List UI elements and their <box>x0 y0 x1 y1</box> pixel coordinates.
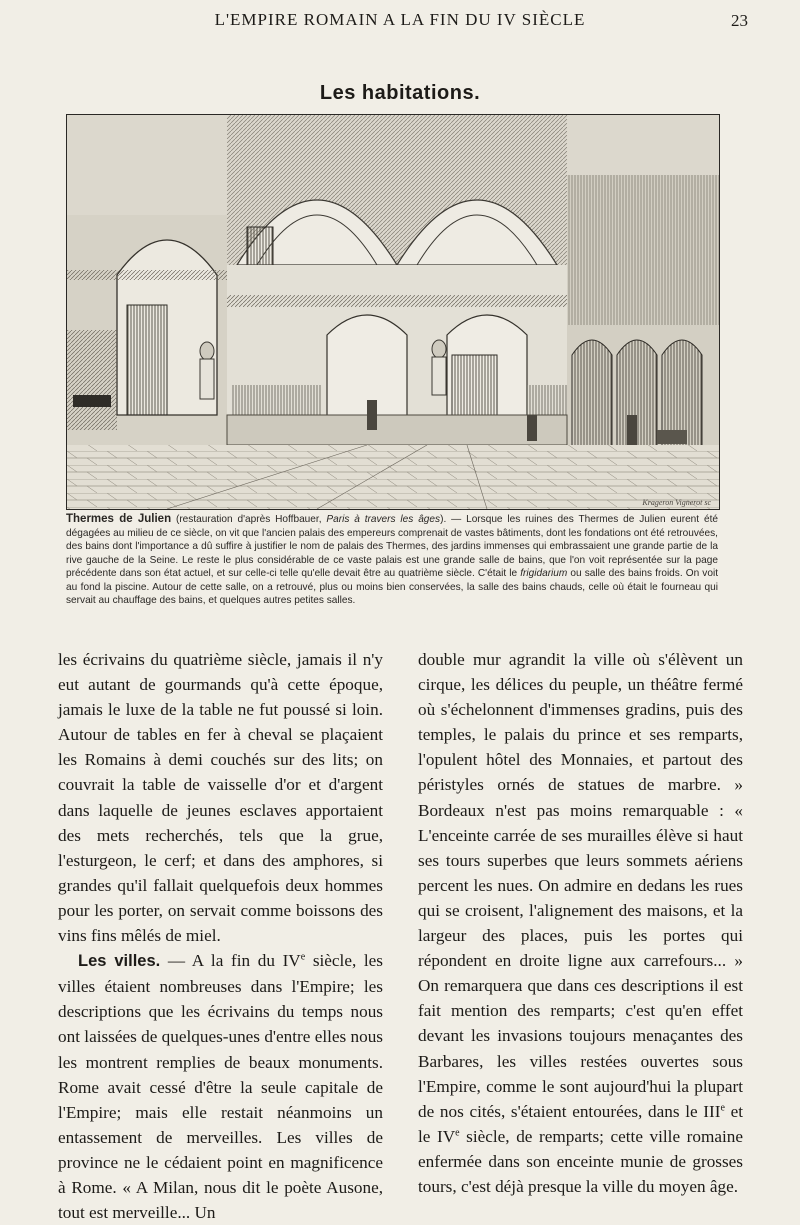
caption-text-3: ou salle des bains froids. On voit au fond la piscine. Autour de cette salle, on a retrouvé, plus ou moins bien conservées, la salle des bains chauds, celle où était le fourneau qui servait au chauffage des bains, et quelques autres petites salles. <box>66 568 719 606</box>
engraving-thermes-de-julien <box>66 114 720 510</box>
heading-les-villes: Les villes. <box>78 952 161 971</box>
page-number: 23 <box>731 11 748 30</box>
running-head <box>0 10 800 40</box>
caption-title: Thermes de Julien <box>66 513 172 525</box>
section-title: Les habitations. <box>319 82 481 104</box>
running-head-title: L'EMPIRE ROMAIN A LA FIN DU IV SIÈCLE <box>214 10 586 29</box>
paragraph-banquets: les écrivains du quatrième siècle, jamais il n'y eut autant de gourmands qu'à cette époque, jamais le luxe de la table ne fut poussé si loin. Autour de tables en fer à cheval se plaçaient les Romains à demi couchés sur des lits; on couvrait la table de vaisselle d'or et d'argent dans laquelle de jeunes esclaves apportaient des mets recherchés, tels que la grue, l'esturgeon, le cerf; et dans des amphores, si grandes qu'il fallait quelquefois deux hommes pour les porter, on servait comme boissons des vins fins mêlés de miel. <box>58 650 383 946</box>
engraving-drawing <box>67 115 719 509</box>
paragraph-les-villes: Les villes. — A la fin du IVe siècle, les villes étaient nombreuses dans l'Empire; les descriptions que les écrivains du temps nous ont laissées de quelques-unes d'entre elles nous les montrent remplies de beaux monuments. Rome avait cessé d'être la seule capitale de l'Empire; mais elle restait néanmoins un entassement de merveilles. Les villes de province ne le cédaient point en magnificence à Rome. « A Milan, nous dit le poète Ausone, tout est merveille... Un <box>58 951 383 1223</box>
caption-frigidarium: frigidarium <box>520 568 568 579</box>
text-column-left <box>58 647 383 1225</box>
caption-text-2: ). — Lorsque les ruines des Thermes de Julien eurent été dégagées au milieu de ce siècle, on vit que l'ancien palais des empereurs comprenait de vastes bâtiments, dont les fondations ont été retrouvées, des bains dont l'importance a dû suffire à justifier le nom de palais des Thermes, des jardins immenses qui embrassaient une grande partie de la rive gauche de la Seine. Le reste le plus considérable de ce vaste palais est une grande salle de bains, que l'on voit représentée sur la page précédente dans son état actuel, et sur celle-ci telle qu'elle devait être au quatrième siècle. C'était le <box>66 514 718 579</box>
figure-caption <box>66 513 718 608</box>
text-column-right <box>418 647 743 1199</box>
paragraph-remparts: double mur agrandit la ville où s'élèvent un cirque, les délices du peuple, un théâtre fermé où s'échelonnent d'immenses gradins, puis des temples, le palais du prince et ses remparts, l'opulent hôtel des Monnaies, et partout des péristyles ornés de statues de marbre. » Bordeaux n'est pas moins remarquable : « L'enceinte carrée de ses murailles élève si haut ses tours superbes que leurs sommets aériens percent les nues. On admire en dedans les rues qui se croisent, l'alignement des maisons, et la largeur des places, puis les portes qui répondent en droite ligne aux carrefours... » On remarquera que dans ces descriptions il est fait mention des remparts; c'est qu'en effet devant les invasions toujours menaçantes des Barbares, les villes restées ouvertes sous l'Empire, comme le sont aujourd'hui la plupart de nos cités, s'étaient entourées, dans le IIIe et le IVe siècle, de remparts; cette ville romaine enfermée dans son enceinte munie de grosses tours, c'est déjà presque la ville du moyen âge. <box>418 650 744 1196</box>
caption-source: Paris à travers les âges <box>326 514 441 525</box>
caption-text-1: (restauration d'après Hoffbauer, <box>171 514 327 525</box>
engraver-signature: Krageron Vignerot sc <box>642 498 711 507</box>
